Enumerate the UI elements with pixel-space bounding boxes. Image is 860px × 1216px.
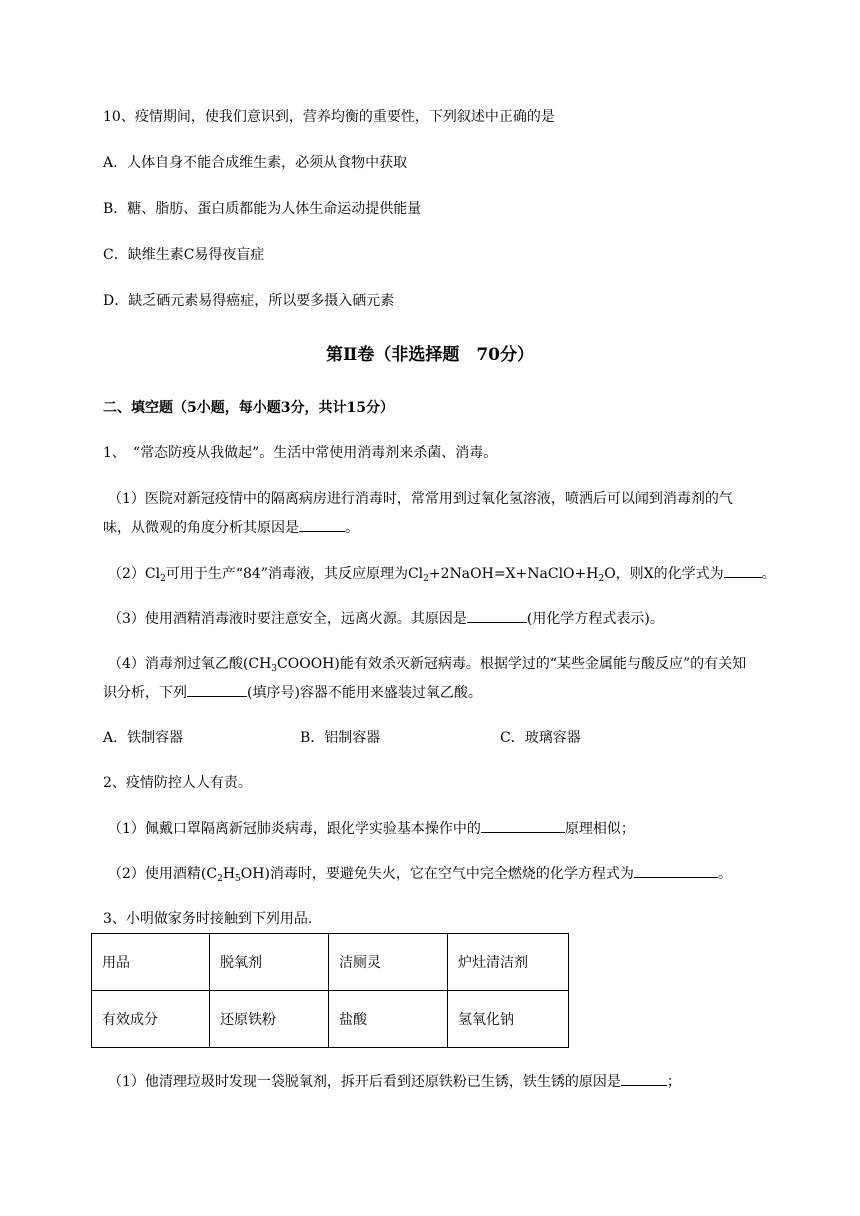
q1-part1-line1: （1）医院对新冠疫情中的隔离病房进行消毒时，常常用到过氧化氢溶液，喷洒后可以闻到消毒剂的气 xyxy=(108,491,733,507)
q3-stem: 3、小明做家务时接触到下列用品. xyxy=(103,911,313,927)
section-title: 第Ⅱ卷（非选择题 70分） xyxy=(326,345,534,365)
q2-part1: （1）佩戴口罩隔离新冠肺炎病毒，跟化学实验基本操作中的 原理相似； xyxy=(108,818,635,839)
q10-option-a: A．人体自身不能合成维生素，必须从食物中获取 xyxy=(103,155,408,171)
table-row xyxy=(92,991,569,1048)
q1-option-b: B．铝制容器 xyxy=(300,730,381,746)
table-cell: 洁厕灵 xyxy=(329,934,448,991)
q10-option-b: B．糖、脂肪、蛋白质都能为人体生命运动提供能量 xyxy=(103,201,422,217)
q1-part3: （3）使用酒精消毒液时要注意安全，远离火源。其原因是 (用化学方程式表示)。 xyxy=(108,608,664,629)
household-items-table xyxy=(91,933,569,1048)
q1-stem: 1、 “常态防疫从我做起”。生活中常使用消毒剂来杀菌、消毒。 xyxy=(103,445,498,461)
q10-option-c: C．缺维生素C易得夜盲症 xyxy=(103,247,265,263)
answer-blank xyxy=(481,818,565,833)
answer-blank xyxy=(467,608,527,623)
answer-blank xyxy=(621,1071,667,1086)
table-cell: 盐酸 xyxy=(329,991,448,1048)
table-row xyxy=(92,934,569,991)
table-cell: 炉灶清洁剂 xyxy=(448,934,569,991)
table-cell: 脱氧剂 xyxy=(210,934,329,991)
answer-blank xyxy=(299,517,345,532)
table-cell: 氢氧化钠 xyxy=(448,991,569,1048)
q1-option-a: A．铁制容器 xyxy=(103,730,184,746)
q1-part4-line1: （4）消毒剂过氧乙酸$(CH_3COOOH)$能有效杀灭新冠病毒。根据学过的“某些金属能与酸反应”的有关知 xyxy=(108,656,747,674)
q2-part2: （2）使用酒精$(C_2H_5OH)$消毒时，要避免失火，它在空气中完全燃烧的化学方程式为 。 xyxy=(108,863,732,889)
q10-option-d: D．缺乏硒元素易得癌症，所以要多摄入硒元素 xyxy=(103,293,395,309)
q3-part1: （1）他清理垃圾时发现一袋脱氧剂，拆开后看到还原铁粉已生锈，铁生锈的原因是 ； xyxy=(108,1071,681,1092)
q2-stem: 2、疫情防控人人有责。 xyxy=(103,775,252,791)
answer-blank xyxy=(724,563,762,578)
q10-stem: 10、疫情期间，使我们意识到，营养均衡的重要性，下列叙述中正确的是 xyxy=(103,109,555,125)
answer-blank xyxy=(634,863,718,878)
q1-part1-line2: 味，从微观的角度分析其原因是 。 xyxy=(103,517,359,538)
q1-part4-line2: 识分析，下列 (填序号)容器不能用来盛装过氧乙酸。 xyxy=(103,682,482,703)
answer-blank xyxy=(187,682,247,697)
table-cell: 有效成分 xyxy=(92,991,210,1048)
q1-part2: $(2)Cl_2$可用于生产“84”消毒液，其反应原理为$Cl_2+2NaOH=X+NaClO+H_2O$，则X的化学式为 。 xyxy=(108,563,776,589)
table-cell: 用品 xyxy=(92,934,210,991)
q1-option-c: C．玻璃容器 xyxy=(500,730,581,746)
section-heading: 二、填空题（5小题，每小题3分，共计15分） xyxy=(103,400,394,416)
table-cell: 还原铁粉 xyxy=(210,991,329,1048)
